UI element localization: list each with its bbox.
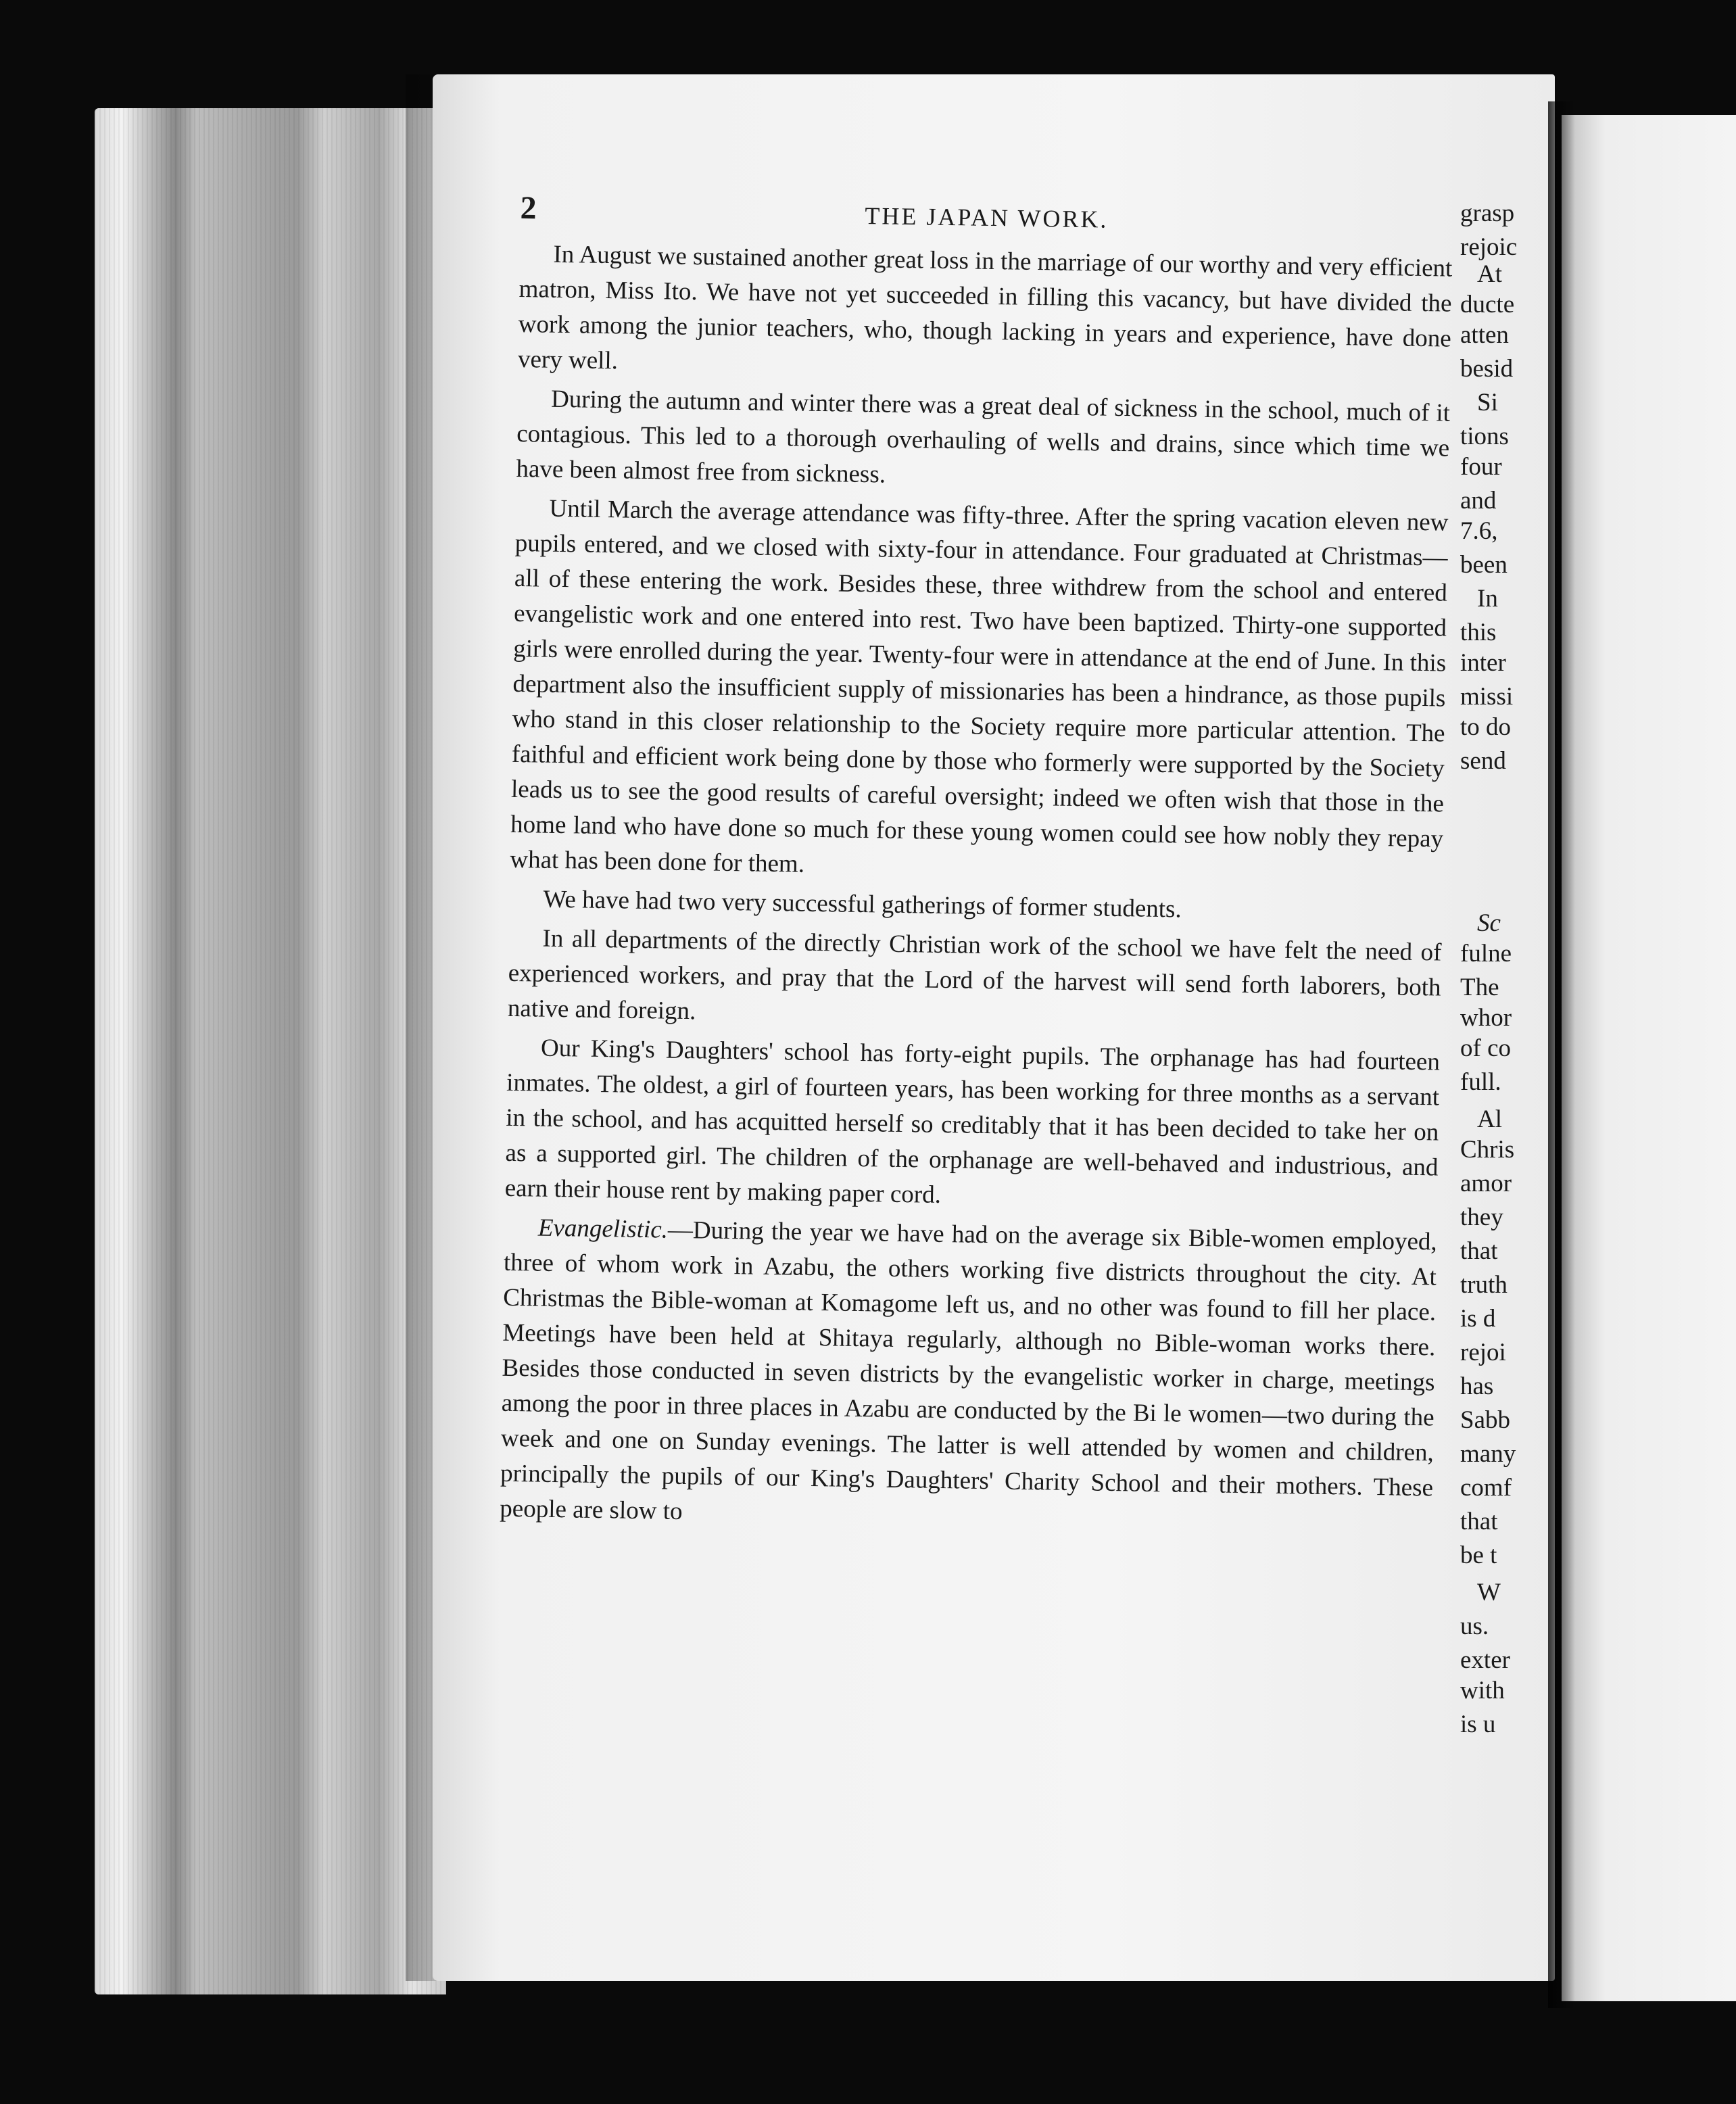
paragraph [510, 491, 1449, 892]
right-page-word-fragment: and [1460, 487, 1497, 515]
page-number: 2 [520, 189, 537, 226]
right-page-word-fragment: At [1477, 260, 1502, 288]
right-page-word-fragment: be t [1460, 1541, 1497, 1569]
right-page-word-fragment: 7.6, [1460, 517, 1498, 545]
paragraph-text: Our King's Daughters' school has forty-eight pupils. The orphanage has had fourteen inmates. The oldest, a girl of fourteen years, has been working for three months as a servant in the school, and has acquitted herself so creditably that it has been decided to take her on as a supported girl. The children of the orphanage are well-behaved and industrious, and earn their house rent by making paper cord. [504, 1034, 1441, 1209]
right-page-word-fragment: four [1460, 453, 1502, 481]
right-page-word-fragment: that [1460, 1237, 1498, 1265]
right-page-word-fragment: Si [1477, 389, 1498, 416]
right-page-word-fragment: atten [1460, 321, 1509, 349]
paragraph-text: In all departments of the directly Christian work of the school we have felt the need of experienced workers, and pray that the Lord of the harvest will send forth laborers, both native and foreign. [507, 924, 1442, 1026]
right-page-word-fragment: comf [1460, 1474, 1512, 1502]
paragraph-text: During the autumn and winter there was a great deal of sickness in the school, much of it contagious. This led to a thorough overhauling of wells and drains, since which time we have been almost free from sickness. [516, 385, 1451, 489]
right-page-word-fragment: tions [1460, 423, 1509, 450]
right-page-word-fragment: The [1460, 974, 1499, 1001]
paragraph-text: We have had two very successful gatherings of former students. [543, 885, 1182, 924]
right-page-word-fragment: In [1477, 585, 1498, 613]
right-page-fragment [1460, 115, 1736, 2001]
gutter-shadow [1548, 101, 1575, 2008]
right-page-word-fragment: missi [1460, 683, 1514, 711]
right-page-word-fragment: besid [1460, 355, 1514, 383]
right-page-word-fragment: exter [1460, 1646, 1510, 1674]
right-page-word-fragment: fulne [1460, 940, 1512, 967]
right-page-word-fragment: grasp [1460, 199, 1515, 227]
right-page-word-fragment: is u [1460, 1711, 1496, 1738]
right-page-word-fragment: amor [1460, 1170, 1512, 1197]
section-heading-evangelistic: Evangelistic. [537, 1214, 669, 1244]
right-page-word-fragment: this [1460, 619, 1497, 646]
right-page-word-fragment: send [1460, 747, 1506, 775]
right-page-word-fragment: with [1460, 1677, 1505, 1704]
right-page-word-fragment: many [1460, 1440, 1516, 1468]
paragraph-text: Until March the average attendance was fifty-three. After the spring vacation eleven new pupils entered, and we closed with sixty-four in attendance. Four graduated at Christmas—all of these entering the work. Besides these, three withdrew from the school and entered evangelistic work and one entered into rest. Two have been baptized. Thirty-one supported girls were enrolled during the year. Twenty-four were in attendance at the end of June. In this department also the insufficient supply of missionaries has been a hindrance, as those pupils who stand in this closer relationship to the Society require more particular attention. The faithful and efficient work being done by those who formerly were supported by the Society leads us to see the good results of careful oversight; indeed we often wish that those in the home land who have done so much for these young women could see how nobly they repay what has been done for them. [510, 494, 1449, 878]
right-page-word-fragment: been [1460, 551, 1508, 579]
right-page-word-fragment: Sc [1477, 909, 1501, 937]
paragraph [516, 381, 1450, 502]
right-page-word-fragment: that [1460, 1508, 1498, 1535]
paragraph [518, 237, 1453, 392]
right-page-word-fragment: ducte [1460, 291, 1515, 318]
right-page-word-fragment: whor [1460, 1004, 1512, 1032]
paragraph-text: In August we sustained another great loss in the marriage of our worthy and very efficient matron, Miss Ito. We have not yet succeeded in filling this vacancy, but have divided the work among the junior teachers, who, though lacking in years and experience, have done very well. [517, 240, 1453, 375]
right-page-word-fragment: truth [1460, 1271, 1508, 1299]
right-page-word-fragment: W [1477, 1579, 1501, 1606]
right-page-word-fragment: inter [1460, 649, 1506, 677]
right-page-word-fragment: Chris [1460, 1136, 1515, 1164]
right-page-word-fragment: they [1460, 1203, 1503, 1231]
paragraph [504, 1030, 1440, 1221]
left-page [433, 74, 1555, 1981]
right-page-word-fragment: is d [1460, 1305, 1496, 1333]
running-head-title: THE JAPAN WORK. [865, 202, 1109, 233]
right-page-word-fragment: to do [1460, 713, 1512, 741]
paragraph-evangelistic [500, 1210, 1437, 1541]
right-page-word-fragment: us. [1460, 1612, 1489, 1640]
right-page-word-fragment: Sabb [1460, 1406, 1510, 1434]
right-page-word-fragment: full. [1460, 1068, 1501, 1096]
book-page-edges [95, 108, 446, 1994]
paragraph [508, 921, 1442, 1041]
right-page-word-fragment: rejoi [1460, 1339, 1506, 1366]
right-page-word-fragment: Al [1477, 1105, 1502, 1133]
right-page-word-fragment: rejoic [1460, 233, 1518, 261]
right-page-word-fragment: of co [1460, 1034, 1511, 1062]
paragraph-text: —During the year we have had on the average six Bible-women employed, three of whom work in Azabu, the others working five districts throughout the city. At Christmas the Bible-woman at Komagome left us, and no other was found to fill her place. Meetings have been held at Shitaya regularly, although no Bible-woman works there. Besides those conducted in seven districts by the evangelistic worker in charge, meetings among the poor in three places in Azabu are conducted by the Bi le women—two during the week and one on Sunday evenings. The latter is well attended by women and children, principally the pupils of our King's Daughters' Charity School and their mothers. These people are slow to [500, 1216, 1438, 1526]
right-page-word-fragment: has [1460, 1372, 1494, 1400]
page-text-block [500, 189, 1453, 1545]
